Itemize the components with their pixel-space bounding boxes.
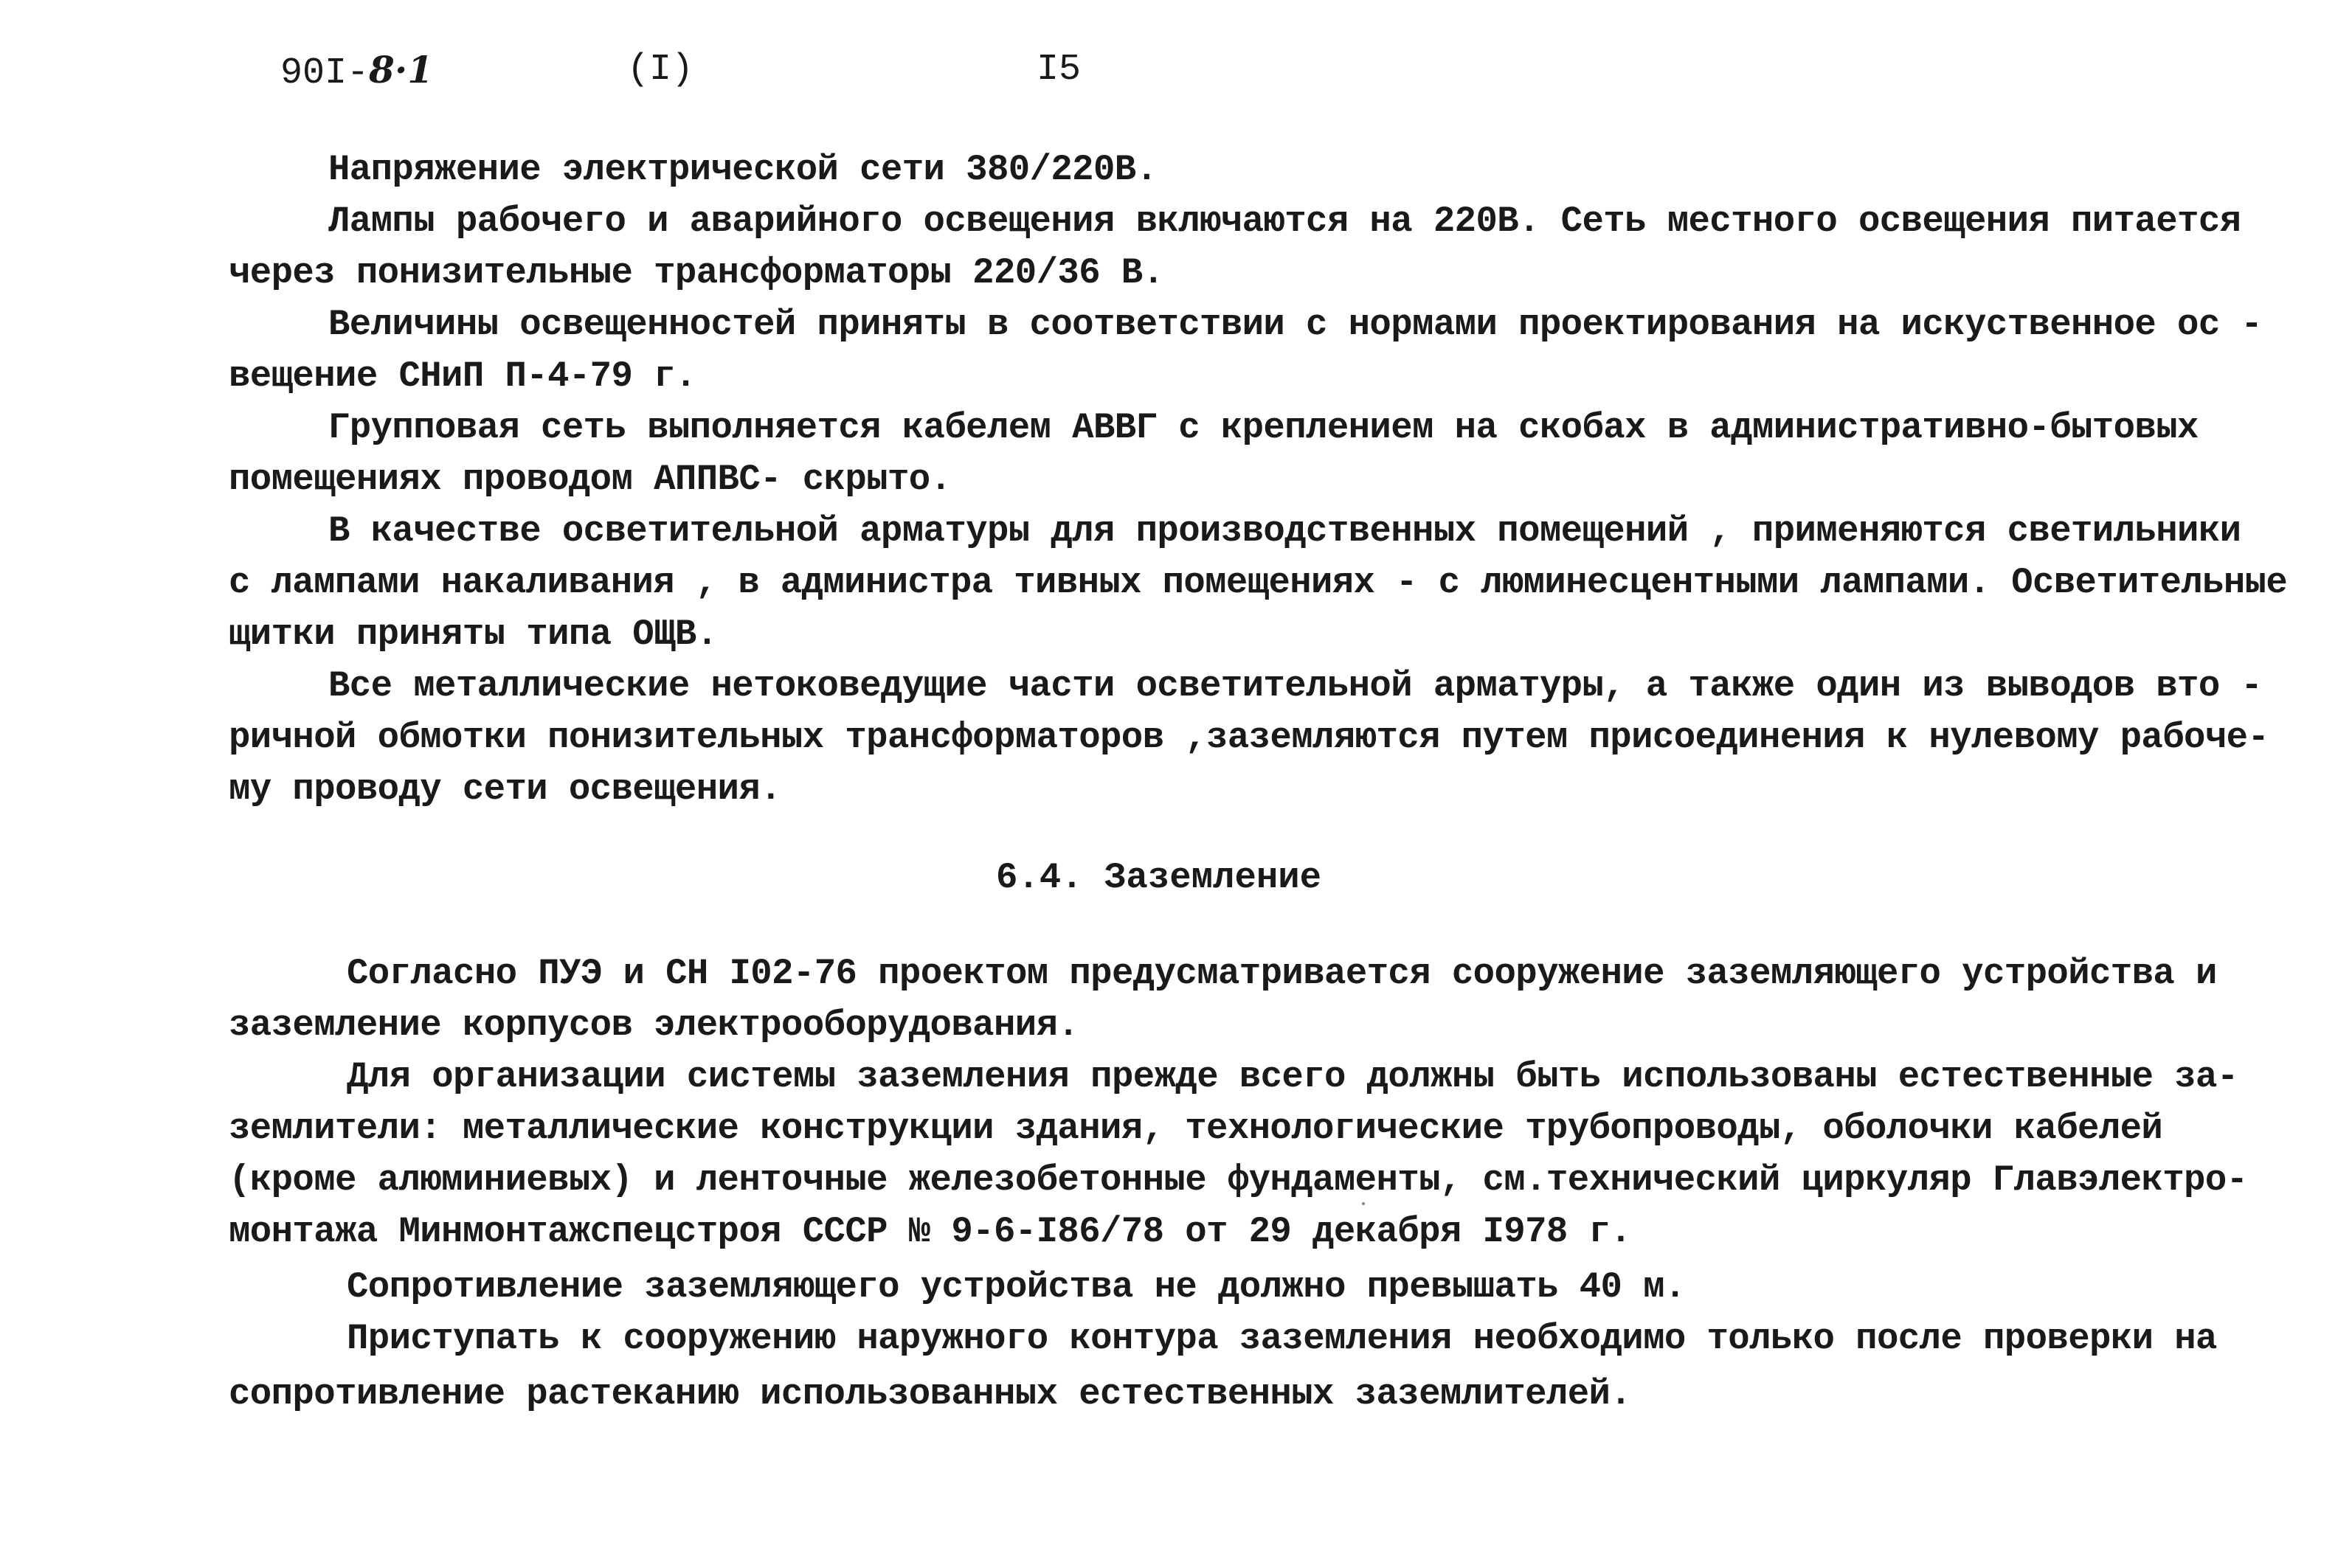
- section-heading: 6.4. Заземление: [996, 857, 1322, 898]
- scan-speck: [1362, 1202, 1365, 1205]
- paragraph-line: помещениях проводом АППВС- скрыто.: [229, 459, 952, 500]
- document-part: (I): [627, 49, 694, 91]
- paragraph-line: через понизительные трансформаторы 220/36 В.: [229, 252, 1164, 294]
- paragraph-line: Групповая сеть выполняется кабелем АВВГ с креплением на скобах в административно-бытовых: [328, 407, 2199, 448]
- paragraph-line: вещение СНиП П-4-79 г.: [229, 355, 696, 397]
- paragraph-line: Напряжение электрической сети 380/220В.: [328, 149, 1158, 190]
- paragraph-line: (кроме алюминиевых) и ленточные железобетонные фундаменты, см.технический циркуляр Главэлектро-: [229, 1159, 2248, 1201]
- document-code-prefix: 90I-: [280, 52, 370, 94]
- document-code-handwritten: 8·1: [369, 48, 434, 91]
- paragraph-line: Приступать к сооружению наружного контура заземления необходимо только после проверки на: [347, 1318, 2217, 1359]
- paragraph-line: Сопротивление заземляющего устройства не должно превышать 40 м.: [347, 1266, 1686, 1308]
- paragraph-line: с лампами накаливания , в администра тивных помещениях - с люминесцентными лампами. Осветительные: [229, 562, 2288, 603]
- paragraph-line: Для организации системы заземления прежде всего должны быть использованы естественные за-: [347, 1056, 2238, 1097]
- paragraph-line: В качестве осветительной арматуры для производственных помещений , применяются светильники: [328, 510, 2241, 552]
- page-header: [280, 44, 1166, 96]
- paragraph-line: Согласно ПУЭ и СН I02-76 проектом предусматривается сооружение заземляющего устройства и: [347, 953, 2217, 994]
- paragraph-line: му проводу сети освещения.: [229, 769, 781, 810]
- paragraph-line: землители: металлические конструкции здания, технологические трубопроводы, оболочки кабелей: [229, 1108, 2163, 1149]
- paragraph-line: заземление корпусов электрооборудования.: [229, 1005, 1079, 1046]
- page-number: I5: [1037, 49, 1082, 91]
- document-code: [280, 44, 433, 100]
- paragraph-line: монтажа Минмонтажспецстроя СССР № 9-6-I86/78 от 29 декабря I978 г.: [229, 1211, 1632, 1252]
- paragraph-line: Лампы рабочего и аварийного освещения включаются на 220В. Сеть местного освещения питается: [328, 201, 2241, 242]
- paragraph-line: сопротивление растеканию использованных естественных заземлителей.: [229, 1373, 1632, 1415]
- paragraph-line: Все металлические нетоковедущие части осветительной арматуры, а также один из выводов вто -: [328, 665, 2263, 707]
- paragraph-line: щитки приняты типа ОЩВ.: [229, 614, 718, 655]
- paragraph-line: ричной обмотки понизительных трансформаторов ,заземляются путем присоединения к нулевому рабоче-: [229, 717, 2269, 758]
- paragraph-line: Величины освещенностей приняты в соответствии с нормами проектирования на искуственное ос -: [328, 304, 2263, 345]
